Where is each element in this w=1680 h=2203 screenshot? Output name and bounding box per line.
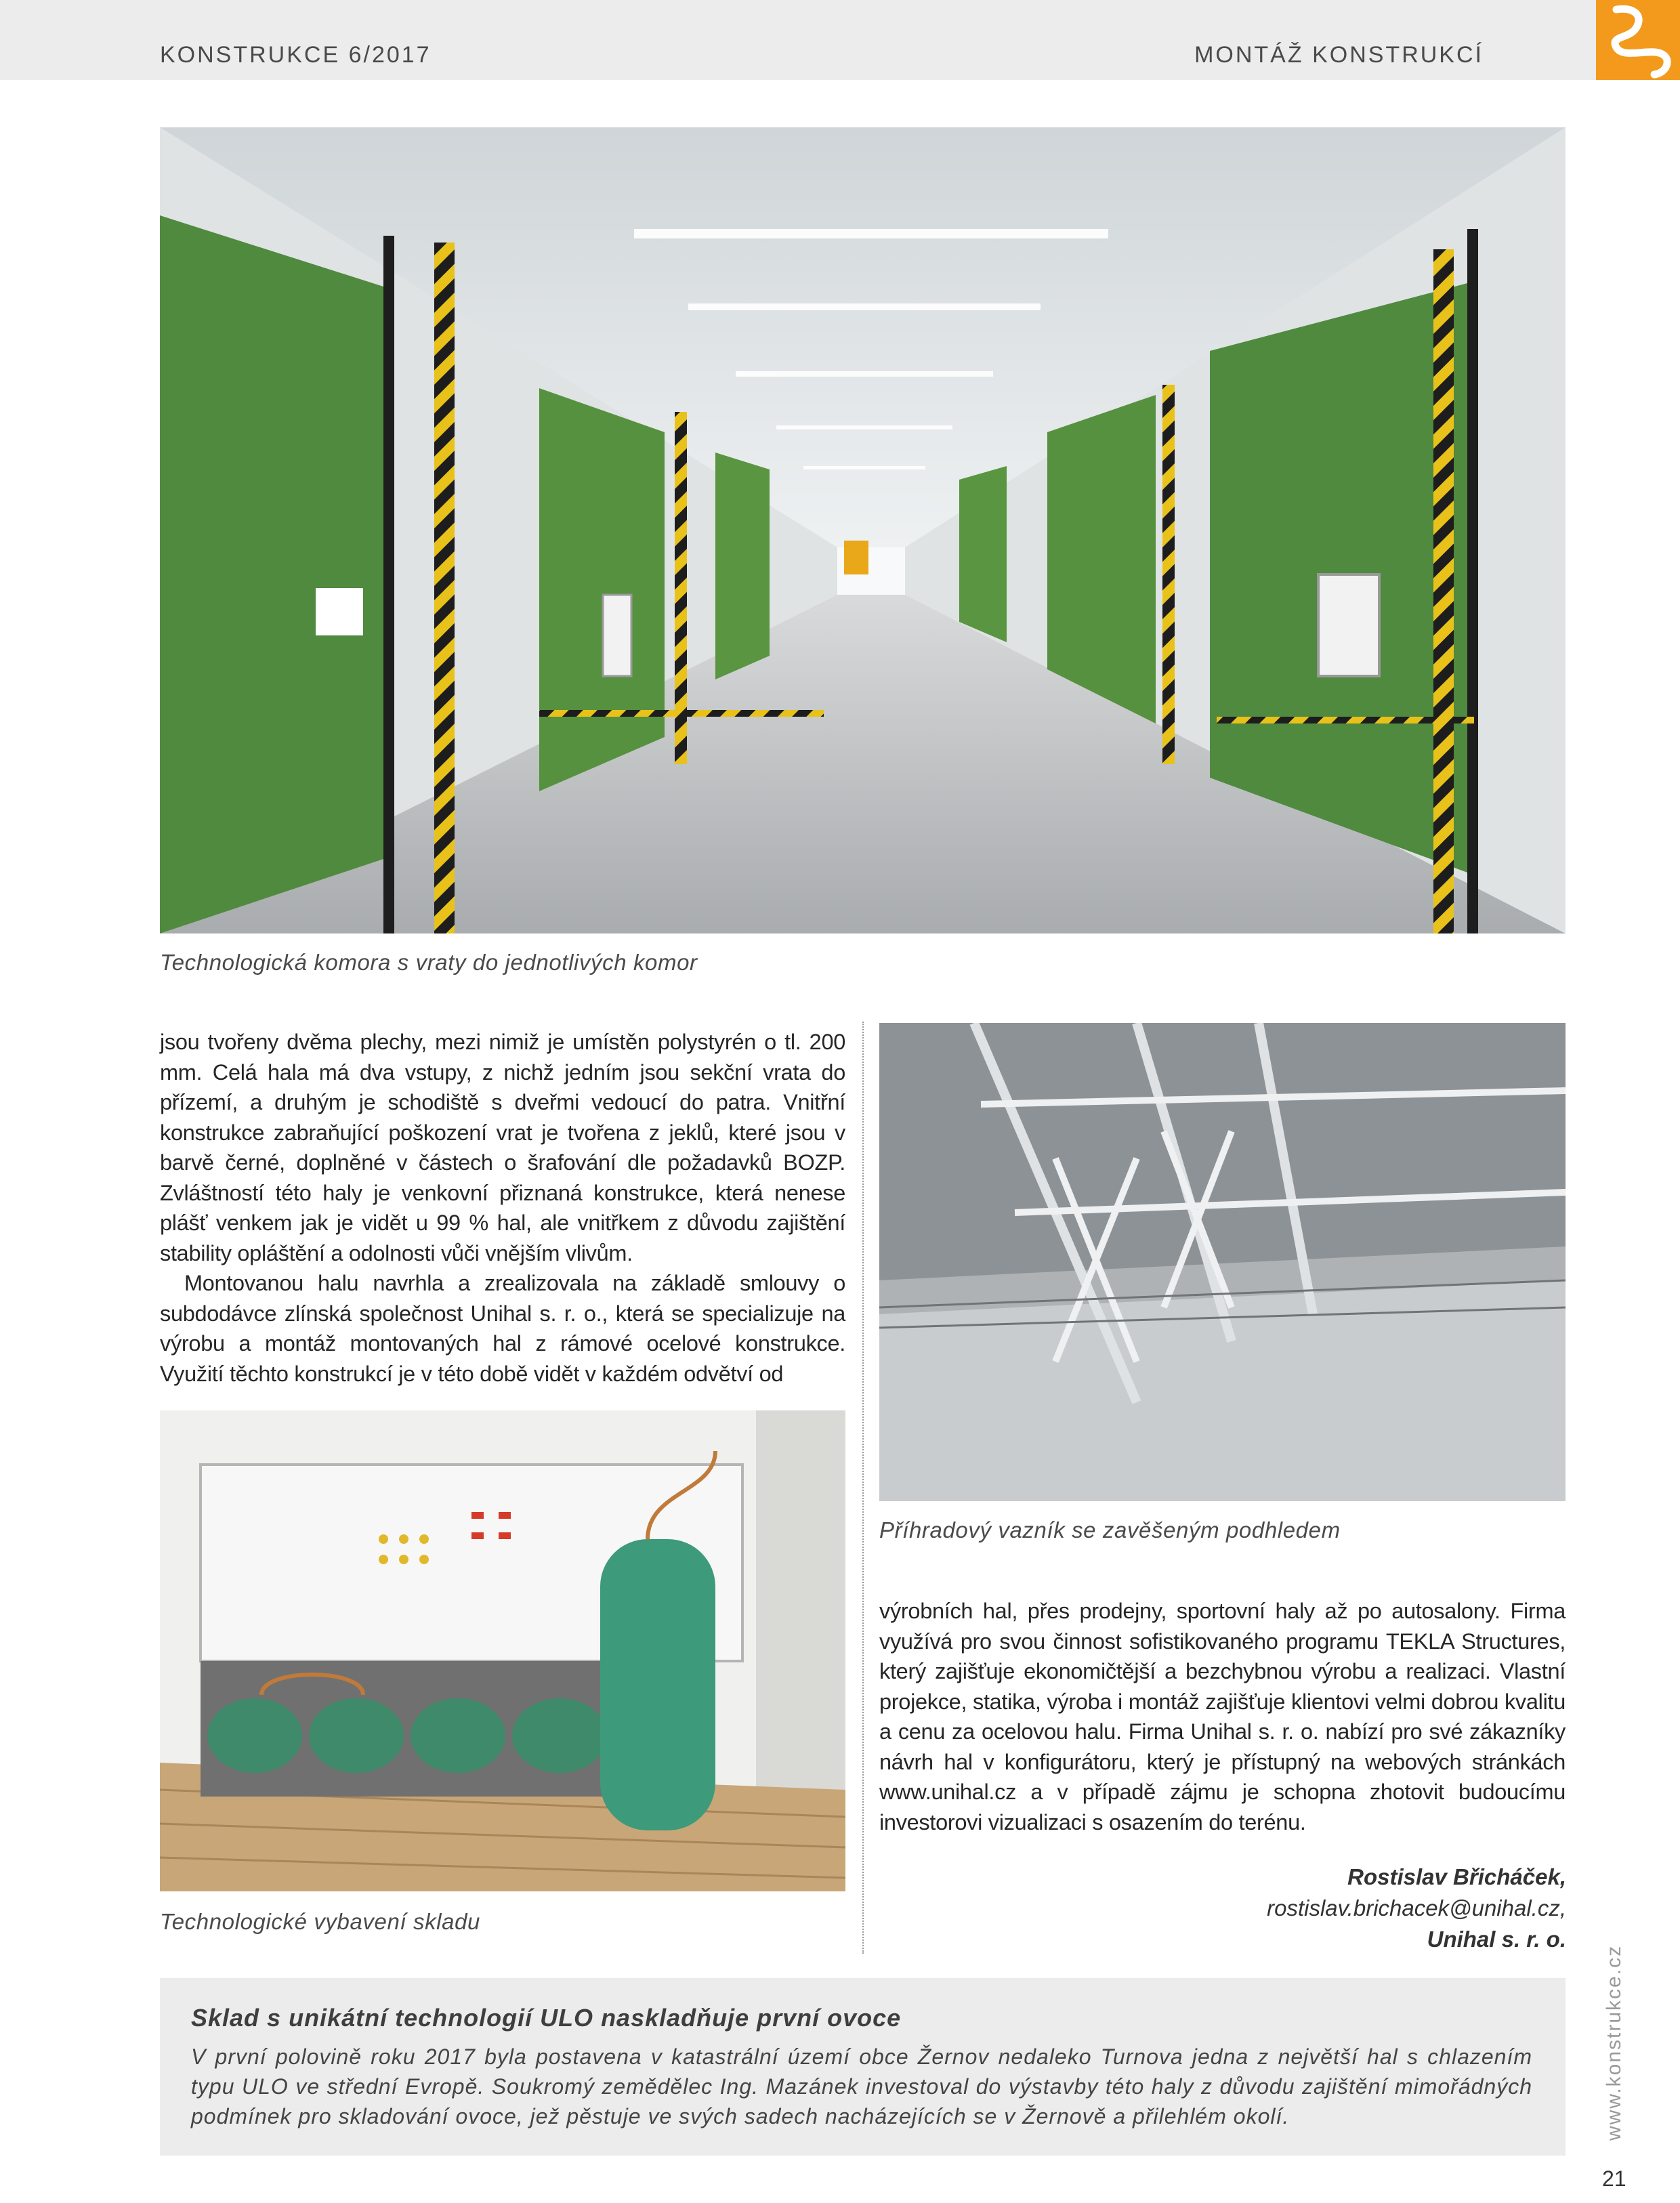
author-company: Unihal s. r. o. xyxy=(1427,1927,1566,1952)
page-number: 21 xyxy=(1602,2166,1626,2191)
caption-corridor: Technologická komora s vraty do jednotlivých komor xyxy=(160,950,698,975)
info-box-text: V první polovině roku 2017 byla postavena v katastrální území obce Žernov nedaleko Turnova jedna z největší hal s chlazením typu ULO ve střední Evropě. Soukromý zemědělec Ing. Mazánek investoval do výstavby této haly z důvodu zajištění mimořádných podmínek pro skladování ovoce, jež pěstuje ve svých sadech nacházejících se v Žernově a přilehlém okolí. xyxy=(191,2044,1532,2128)
author-block xyxy=(1267,1862,1566,1955)
column-divider xyxy=(862,1022,864,1954)
side-url: www.konstrukce.cz xyxy=(1603,1944,1625,2141)
article-column-1 xyxy=(160,1027,845,1389)
info-box xyxy=(160,1978,1566,2156)
author-name: Rostislav Břicháček, xyxy=(1347,1864,1566,1889)
author-email[interactable]: rostislav.brichacek@unihal.cz, xyxy=(1267,1895,1566,1921)
header-bar xyxy=(0,0,1596,80)
photo-equipment xyxy=(160,1410,845,1891)
article-column-2 xyxy=(879,1596,1566,1837)
article-paragraph: výrobních hal, přes prodejny, sportovní haly až po autosalony. Firma využívá pro svou činnost sofistikovaného programu TEKLA Structures, který zajišťuje ekonomičtější a bezchybnou výrobu a realizaci. Vlastní projekce, statika, výroba i montáž zajišťuje klientovi velmi dobrou kvalitu a cenu za ocelovou halu. Firma Unihal s. r. o. nabízí pro své zákazníky návrh hal v konfigurátoru, který je přístupný na webových stránkách www.unihal.cz a v případě zájmu je schopna zhotovit budoucímu investorovi vizualizaci s osazením do terénu. xyxy=(879,1599,1566,1834)
article-paragraph: Montovanou halu navrhla a zrealizovala na základě smlouvy o subdodávce zlínská společnost Unihal s. r. o., která se specializuje na výrobu a montáž montovaných hal z rámové ocelové konstrukce. Využití těchto konstrukcí je v této době vidět v každém odvětví od xyxy=(160,1271,845,1386)
section-title: MONTÁŽ KONSTRUKCÍ xyxy=(1194,42,1484,68)
info-box-title: Sklad s unikátní technologií ULO naskladňuje první ovoce xyxy=(191,2004,902,2032)
magazine-issue: KONSTRUKCE 6/2017 xyxy=(160,42,432,68)
article-paragraph: jsou tvořeny dvěma plechy, mezi nimiž je umístěn polystyrén o tl. 200 mm. Celá hala má dva vstupy, z nichž jedním jsou sekční vrata do přízemí, a druhým je schodiště s dveřmi vedoucí do patra. Vnitřní konstrukce zabraňující poškození vrat je tvořena z jeklů, které jsou v barvě černé, doplněné v částech o šrafování dle požadavků BOZP. Zvláštností této haly je venkovní přiznaná konstrukce, která nenese plášť venkem jak je vidět u 99 % hal, ale vnitřkem z důvodu zajištění stability opláštění a odolnosti vůči vnějším vlivům. xyxy=(160,1030,845,1265)
magazine-logo xyxy=(1596,0,1680,80)
photo-corridor xyxy=(160,127,1566,933)
logo-icon xyxy=(1596,0,1680,80)
photo-truss xyxy=(879,1023,1566,1501)
caption-equipment: Technologické vybavení skladu xyxy=(160,1909,480,1934)
caption-truss: Příhradový vazník se zavěšeným podhledem xyxy=(879,1517,1341,1543)
